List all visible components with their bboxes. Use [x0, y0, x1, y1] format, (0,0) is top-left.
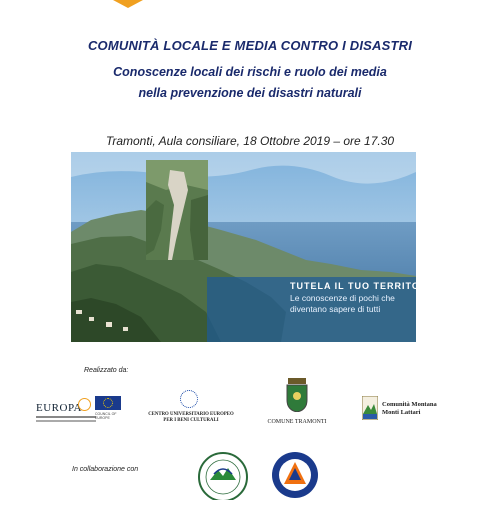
event-info: Tramonti, Aula consiliare, 18 Ottobre 2019 – ore 17.30	[105, 134, 395, 148]
tramonti-coat-of-arms-icon	[284, 378, 310, 412]
council-of-europe-logo	[95, 396, 121, 422]
eu-stars-ring-icon	[180, 390, 198, 408]
cueb-logo	[146, 390, 236, 430]
banner-subtitle: Le conoscenze di pochi che diventano sapere di tutti	[290, 293, 395, 314]
europa-logo-text: EUROPA	[36, 402, 82, 414]
tramonti-text: COMUNE TRAMONTI	[267, 419, 327, 425]
eagle-seal-icon	[196, 450, 250, 500]
collaboration-label: In collaborazione con	[72, 466, 139, 473]
subtitle-line-2: nella prevenzione dei disastri naturali	[138, 86, 362, 100]
europa-logo-line	[36, 420, 96, 422]
banner-title: TUTELA IL TUO TERRITORIO	[290, 281, 439, 291]
corner-accent	[113, 0, 143, 8]
europa-logo-ring	[78, 398, 91, 411]
eu-stars-icon	[103, 398, 113, 408]
comunita-montana-line-2: Monti Lattari	[382, 409, 421, 416]
event-title: COMUNITÀ LOCALE E MEDIA CONTRO I DISASTRI	[87, 38, 413, 53]
cueb-line-2: PER I BENI CULTURALI	[163, 418, 219, 423]
comunita-montana-line-1: Comunità Montana	[382, 401, 437, 408]
council-of-europe-text: COUNCIL OF EUROPE	[95, 412, 117, 420]
collaboration-logo-1	[196, 450, 250, 500]
subtitle-line-1: Conoscenze locali dei rischi e ruolo dei media	[113, 65, 387, 79]
comune-tramonti-logo	[262, 378, 332, 428]
collaboration-logo-2	[270, 450, 320, 500]
cueb-line-1: CENTRO UNIVERSITARIO EUROPEO	[148, 412, 234, 417]
event-subtitle	[0, 62, 500, 104]
council-of-europe-flag	[95, 396, 121, 410]
realized-by-label: Realizzato da:	[84, 367, 129, 374]
europa-logo-line	[36, 416, 96, 418]
comunita-montana-logo	[362, 396, 442, 426]
landslide-inset-photo	[146, 160, 208, 260]
comunita-montana-emblem-icon	[362, 396, 378, 420]
civil-protection-icon	[270, 450, 320, 500]
